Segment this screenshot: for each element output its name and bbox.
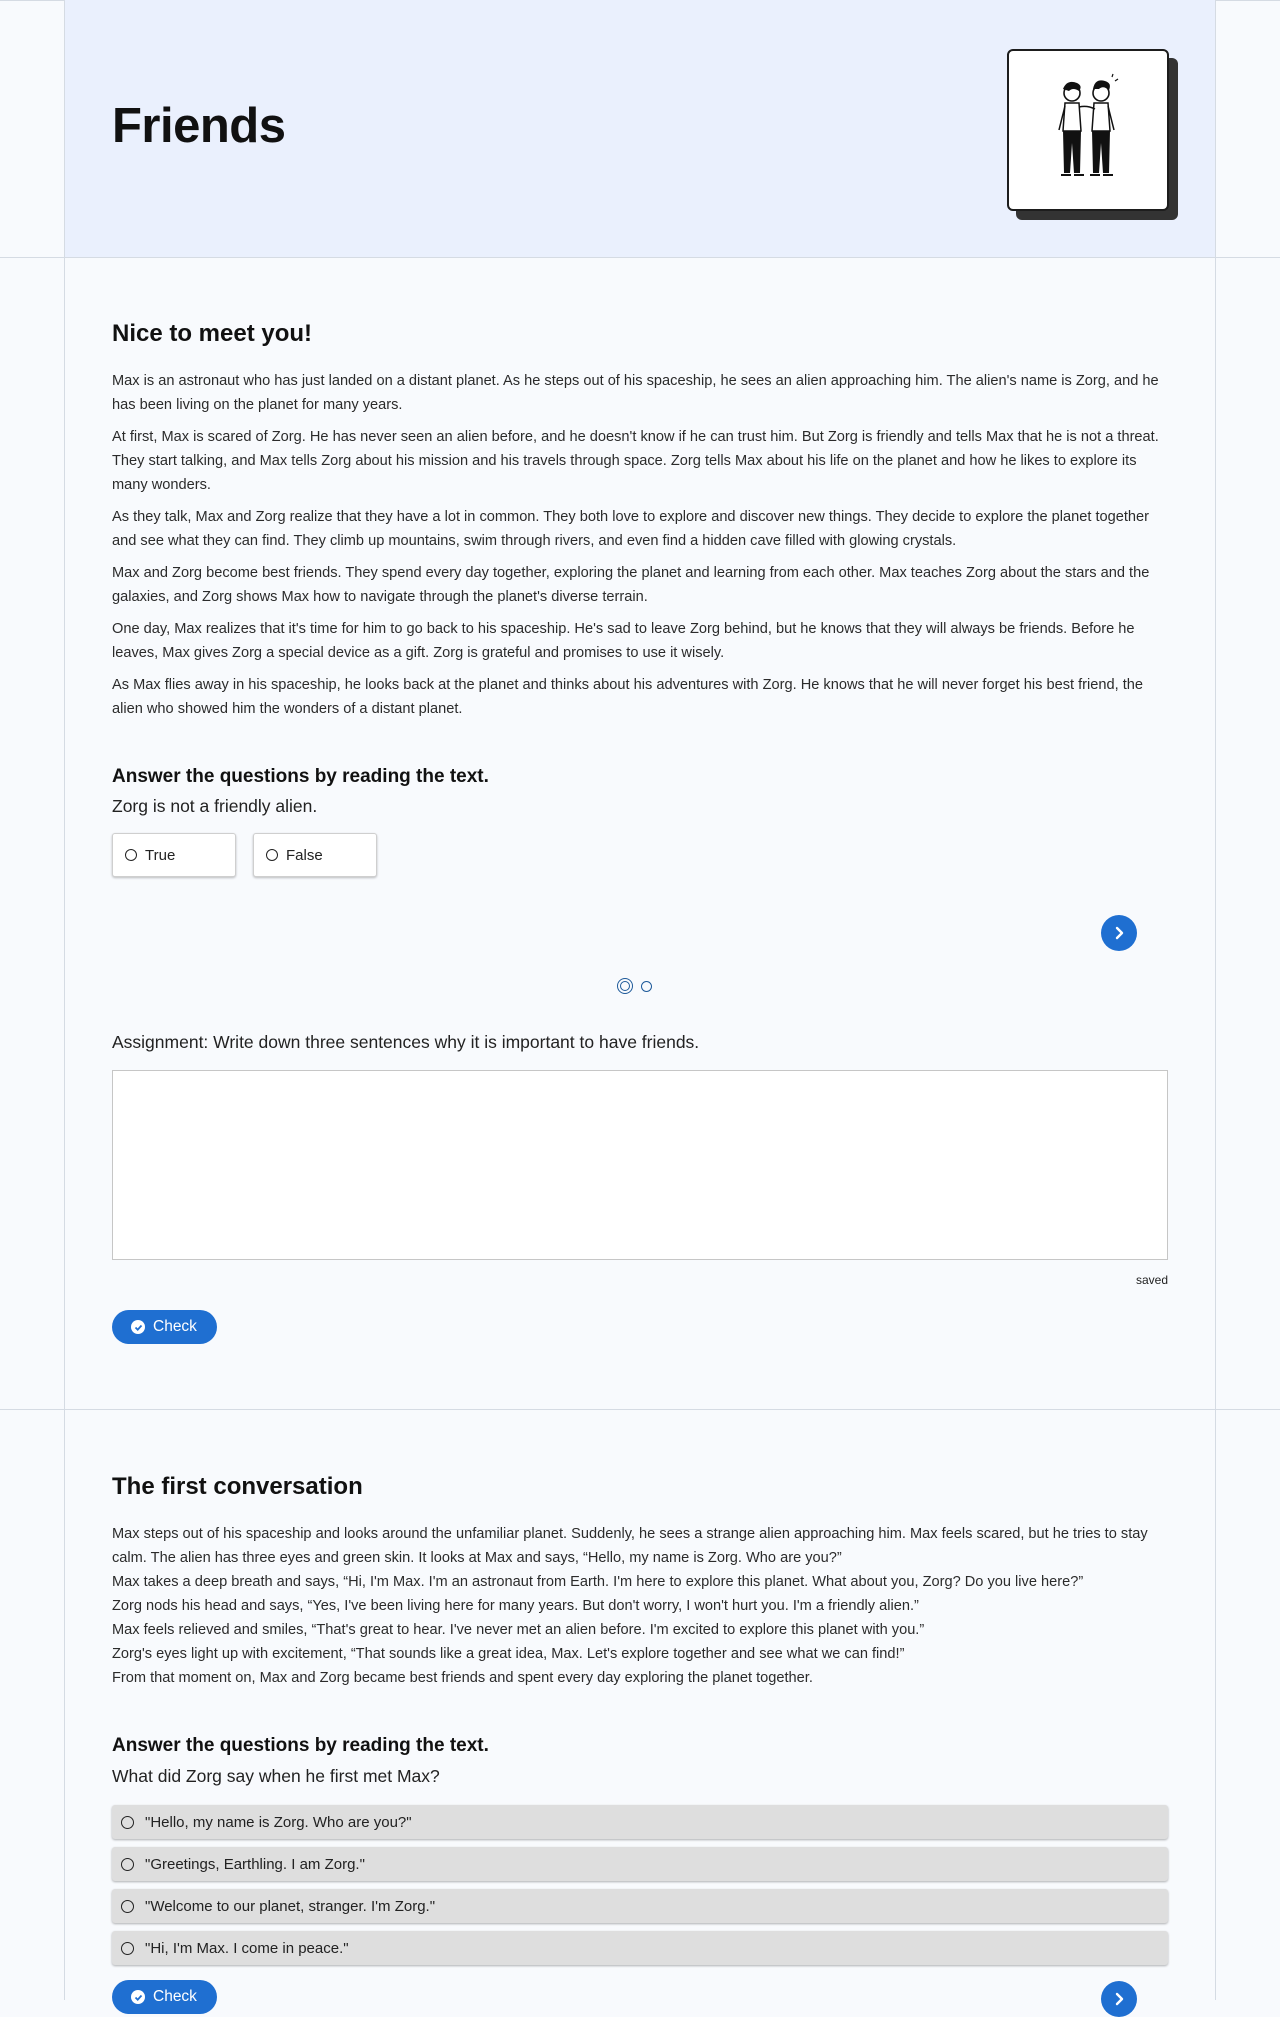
- next-question-button-2[interactable]: [1101, 1981, 1137, 2017]
- story-paragraph: At first, Max is scared of Zorg. He has never seen an alien before, and he doesn't know if he can trust him. But Zorg is friendly and tells Max that he is not a threat. They start talking, and Max tells Zorg about his mission and his travels through space. Zorg tells Max about his life on the planet and how he likes to explore its many wonders.: [112, 429, 1159, 493]
- conversation-line: Zorg nods his head and says, “Yes, I've been living here for many years. But don't worry, I won't hurt you. I'm a friendly alien.”: [112, 1598, 919, 1614]
- question-block: [112, 766, 1168, 877]
- check-button-2[interactable]: [112, 1980, 217, 2014]
- true-false-options: [112, 833, 1168, 877]
- radio-icon: [121, 1858, 134, 1871]
- story-paragraph: As Max flies away in his spaceship, he looks back at the planet and thinks about his adventures with Zorg. He knows that he will never forget his best friend, the alien who showed him the wonders of a distant planet.: [112, 677, 1144, 717]
- story-paragraph: Max and Zorg become best friends. They spend every day together, exploring the planet and learning from each other. Max teaches Zorg about the stars and the galaxies, and Zorg shows Max how to navigate through the planet's diverse terrain.: [112, 565, 1150, 605]
- radio-icon: [121, 1900, 134, 1913]
- question-block-2: [112, 1735, 1168, 1787]
- check-button[interactable]: [112, 1310, 217, 1344]
- section-heading: The first conversation: [112, 1473, 363, 1500]
- page-title: Friends: [112, 99, 286, 153]
- radio-icon: [121, 1942, 134, 1955]
- header-divider: [0, 257, 1280, 258]
- next-question-button[interactable]: [1101, 915, 1137, 951]
- story-paragraph: As they talk, Max and Zorg realize that they have a lot in common. They both love to explore and discover new things. They decide to explore the planet together and see what they can find. They climb up mountains, swim through rivers, and even find a hidden cave filled with glowing crystals.: [112, 509, 1150, 549]
- radio-icon: [125, 849, 137, 861]
- option-label: "Hi, I'm Max. I come in peace.": [145, 1939, 349, 1957]
- mc-option[interactable]: [112, 1805, 1168, 1839]
- check-label: Check: [153, 1988, 197, 2005]
- conversation-line: Max feels relieved and smiles, “That's great to hear. I've never met an alien before. I'm excited to explore this planet with you.”: [112, 1622, 925, 1638]
- section-first-conversation: [112, 1473, 1168, 1501]
- conversation-line: Max steps out of his spaceship and looks around the unfamiliar planet. Suddenly, he sees a strange alien approaching him. Max feels scared, but he tries to stay calm. The alien has three eyes and green skin. It looks at Max and says, “Hello, my name is Zorg. Who are you?”: [112, 1526, 1148, 1566]
- section-heading: Nice to meet you!: [112, 320, 313, 347]
- pagination-dot[interactable]: [641, 981, 652, 992]
- question-heading: Answer the questions by reading the text.: [112, 1735, 489, 1756]
- conversation-text: [112, 1522, 1168, 1690]
- section-nice-to-meet-you: [112, 320, 1168, 348]
- frame-line-left: [64, 0, 65, 2000]
- save-status: saved: [1135, 1273, 1168, 1287]
- friends-illustration: [1007, 49, 1169, 211]
- question-pagination: [617, 978, 652, 994]
- conversation-line: Max takes a deep breath and says, “Hi, I'm Max. I'm an astronaut from Earth. I'm here to explore this planet. What about you, Zorg? Do you live here?”: [112, 1574, 1084, 1590]
- section-divider: [0, 1409, 1280, 1410]
- check-circle-icon: [131, 1990, 145, 2004]
- option-label: "Greetings, Earthling. I am Zorg.": [145, 1855, 365, 1873]
- question-text: Zorg is not a friendly alien.: [112, 796, 318, 816]
- radio-icon: [266, 849, 278, 861]
- multiple-choice-options: [112, 1805, 1168, 1973]
- chevron-right-icon: [1112, 926, 1126, 940]
- check-circle-icon: [131, 1320, 145, 1334]
- option-label: "Welcome to our planet, stranger. I'm Zorg.": [145, 1897, 436, 1915]
- assignment-prompt: Assignment: Write down three sentences why it is important to have friends.: [112, 1032, 700, 1052]
- option-label: False: [286, 846, 323, 864]
- question-heading: Answer the questions by reading the text.: [112, 766, 489, 787]
- option-true[interactable]: [112, 833, 236, 877]
- mc-option[interactable]: [112, 1847, 1168, 1881]
- assignment-answer-input[interactable]: [112, 1070, 1168, 1260]
- mc-option[interactable]: [112, 1889, 1168, 1923]
- option-false[interactable]: [253, 833, 377, 877]
- check-label: Check: [153, 1318, 197, 1335]
- conversation-line: Zorg's eyes light up with excitement, “That sounds like a great idea, Max. Let's explore together and see what we can find!”: [112, 1646, 905, 1662]
- option-label: True: [145, 846, 176, 864]
- two-friends-illustration-icon: [1009, 51, 1167, 209]
- mc-option[interactable]: [112, 1931, 1168, 1965]
- chevron-right-icon: [1112, 1992, 1126, 2006]
- conversation-line: From that moment on, Max and Zorg became best friends and spent every day exploring the planet together.: [112, 1670, 813, 1686]
- radio-icon: [121, 1816, 134, 1829]
- story-paragraph: One day, Max realizes that it's time for him to go back to his spaceship. He's sad to leave Zorg behind, but he knows that they will always be friends. Before he leaves, Max gives Zorg a special device as a gift. Zorg is grateful and promises to use it wisely.: [112, 621, 1135, 661]
- story-text: [112, 369, 1168, 729]
- question-text: What did Zorg say when he first met Max?: [112, 1766, 440, 1786]
- story-paragraph: Max is an astronaut who has just landed on a distant planet. As he steps out of his spaceship, he sees an alien approaching him. The alien's name is Zorg, and he has been living on the planet for many years.: [112, 373, 1159, 413]
- frame-line-right: [1215, 0, 1216, 2000]
- option-label: "Hello, my name is Zorg. Who are you?": [145, 1813, 412, 1831]
- pagination-dot-active[interactable]: [617, 978, 633, 994]
